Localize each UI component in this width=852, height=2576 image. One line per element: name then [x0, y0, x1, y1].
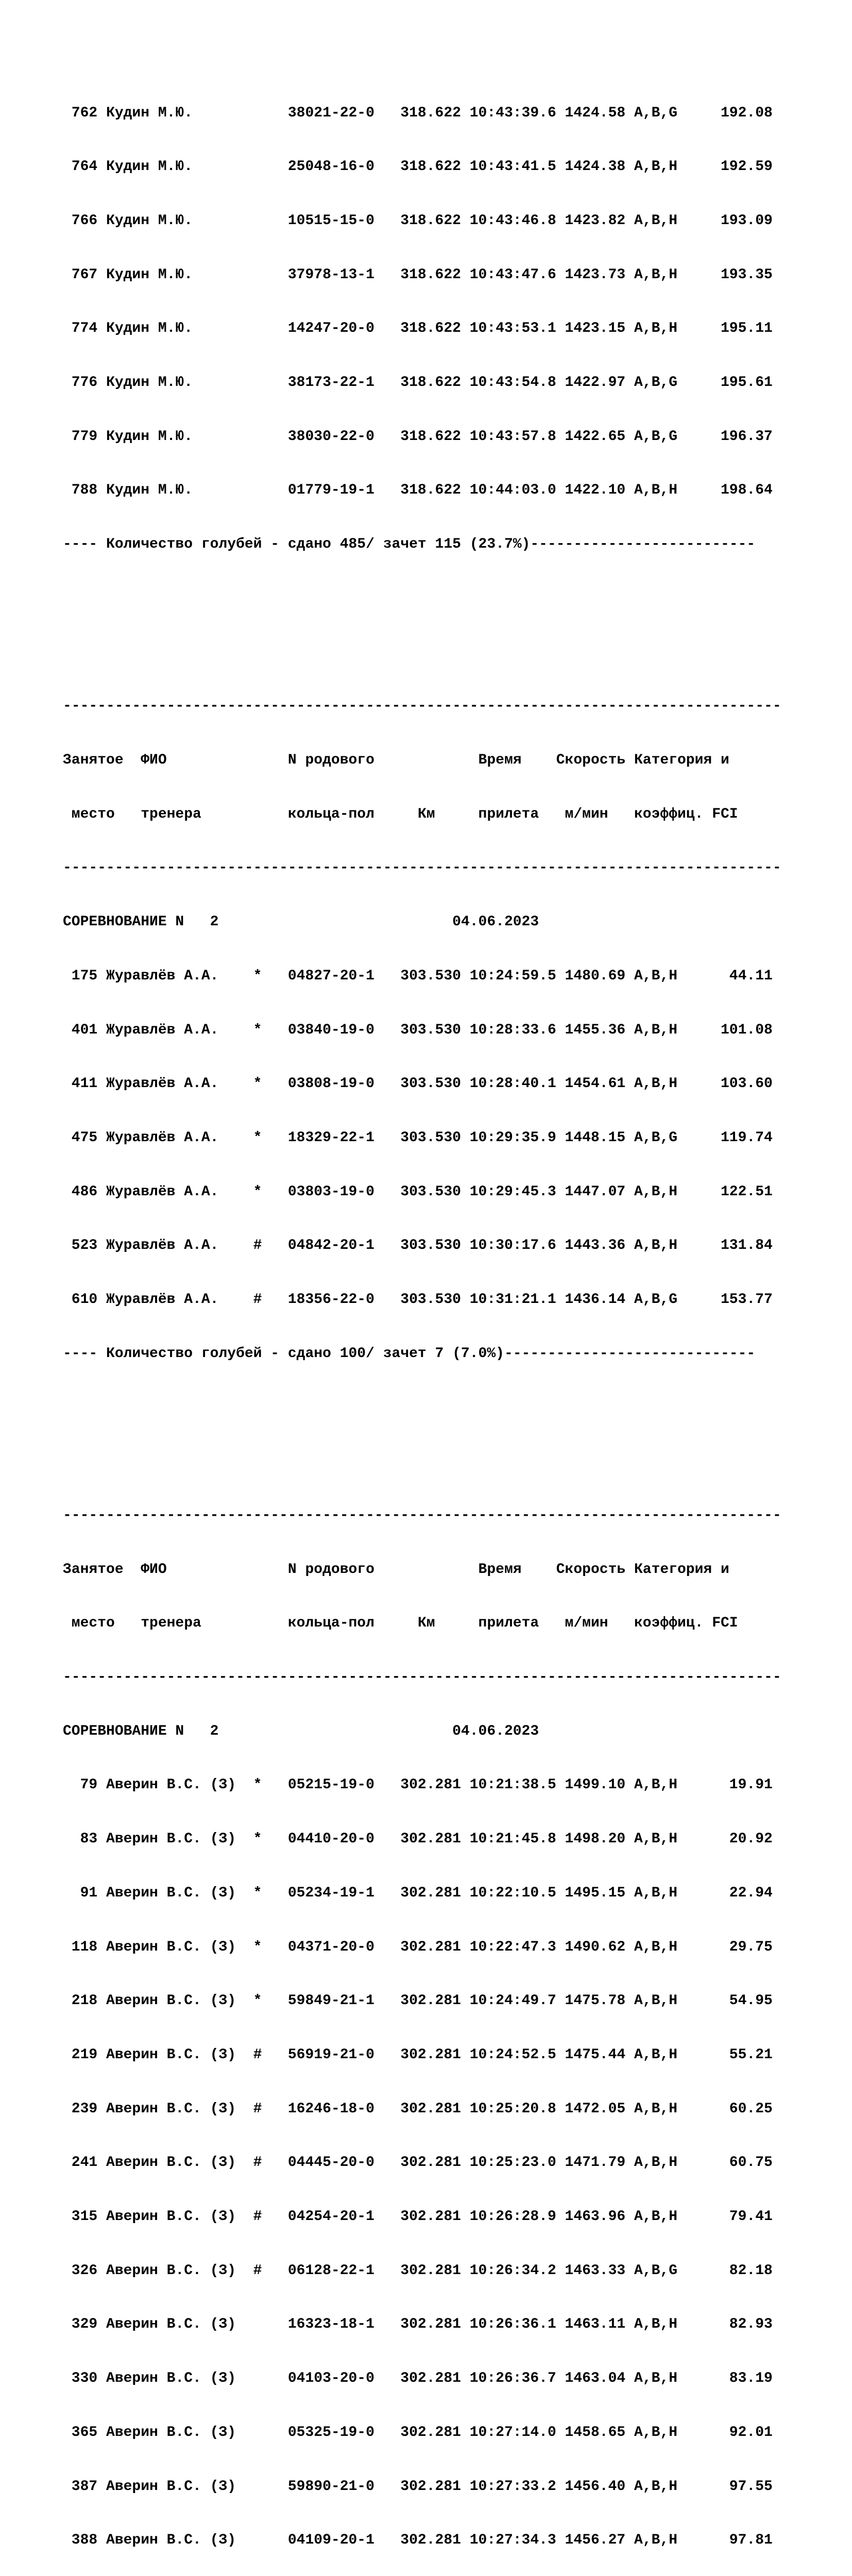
column-header-2: место тренера кольца-пол Км прилета м/мин коэффиц. FCI	[63, 806, 738, 822]
separator-line: -----------------------------------------------------------------------------------	[63, 1669, 781, 1685]
result-row: 411 Журавлёв А.А. * 03808-19-0 303.530 10:28:40.1 1454.61 A,B,H 103.60	[63, 1076, 773, 1092]
section-2	[63, 1471, 781, 2576]
result-row: 486 Журавлёв А.А. * 03803-19-0 303.530 10:29:45.3 1447.07 A,B,H 122.51	[63, 1183, 773, 1200]
section-title: СОРЕВНОВАНИЕ N 2 04.06.2023	[63, 914, 539, 930]
result-row: 388 Аверин В.С. (З) 04109-20-1 302.281 10:27:34.3 1456.27 A,B,H 97.81	[63, 2532, 773, 2549]
result-row: 365 Аверин В.С. (З) 05325-19-0 302.281 10:27:14.0 1458.65 A,B,H 92.01	[63, 2424, 773, 2441]
result-row: 329 Аверин В.С. (З) 16323-18-1 302.281 10:26:36.1 1463.11 A,B,H 82.93	[63, 2316, 773, 2333]
result-row: 175 Журавлёв А.А. * 04827-20-1 303.530 10:24:59.5 1480.69 A,B,H 44.11	[63, 968, 773, 984]
result-row: 79 Аверин В.С. (З) * 05215-19-0 302.281 10:21:38.5 1499.10 A,B,H 19.91	[63, 1777, 773, 1793]
section-title: СОРЕВНОВАНИЕ N 2 04.06.2023	[63, 1723, 539, 1739]
result-row: 401 Журавлёв А.А. * 03840-19-0 303.530 10:28:33.6 1455.36 A,B,H 101.08	[63, 1022, 773, 1038]
result-row: 330 Аверин В.С. (З) 04103-20-0 302.281 10:26:36.7 1463.04 A,B,H 83.19	[63, 2370, 773, 2387]
result-row: 774 Кудин М.Ю. 14247-20-0 318.622 10:43:53.1 1423.15 A,B,H 195.11	[63, 320, 773, 337]
result-row: 764 Кудин М.Ю. 25048-16-0 318.622 10:43:41.5 1424.38 A,B,H 192.59	[63, 159, 773, 175]
results-document	[63, 14, 781, 2576]
result-row: 219 Аверин В.С. (З) # 56919-21-0 302.281 10:24:52.5 1475.44 A,B,H 55.21	[63, 2046, 773, 2063]
section-1	[63, 662, 781, 1399]
column-header-2: место тренера кольца-пол Км прилета м/мин коэффиц. FCI	[63, 1615, 738, 1632]
result-row: 767 Кудин М.Ю. 37978-13-1 318.622 10:43:47.6 1423.73 A,B,H 193.35	[63, 266, 773, 283]
result-row: 475 Журавлёв А.А. * 18329-22-1 303.530 10:29:35.9 1448.15 A,B,G 119.74	[63, 1129, 773, 1146]
column-header-1: Занятое ФИО N родового Время Скорость Категория и	[63, 752, 729, 768]
result-row: 326 Аверин В.С. (З) # 06128-22-1 302.281 10:26:34.2 1463.33 A,B,G 82.18	[63, 2262, 773, 2279]
result-row: 387 Аверин В.С. (З) 59890-21-0 302.281 10:27:33.2 1456.40 A,B,H 97.55	[63, 2478, 773, 2495]
summary-line: ---- Количество голубей - сдано 100/ зачет 7 (7.0%)-----------------------------	[63, 1345, 756, 1362]
separator-line: -----------------------------------------------------------------------------------	[63, 698, 781, 715]
result-row: 118 Аверин В.С. (З) * 04371-20-0 302.281 10:22:47.3 1490.62 A,B,H 29.75	[63, 1939, 773, 1955]
result-row: 315 Аверин В.С. (З) # 04254-20-1 302.281 10:26:28.9 1463.96 A,B,H 79.41	[63, 2209, 773, 2225]
result-row: 779 Кудин М.Ю. 38030-22-0 318.622 10:43:57.8 1422.65 A,B,G 196.37	[63, 428, 773, 445]
separator-line: -----------------------------------------------------------------------------------	[63, 860, 781, 876]
result-row: 766 Кудин М.Ю. 10515-15-0 318.622 10:43:46.8 1423.82 A,B,H 193.09	[63, 212, 773, 229]
top-block	[63, 69, 781, 590]
result-row: 523 Журавлёв А.А. # 04842-20-1 303.530 10:30:17.6 1443.36 A,B,H 131.84	[63, 1238, 773, 1254]
summary-line: ---- Количество голубей - сдано 485/ зачет 115 (23.7%)--------------------------	[63, 536, 756, 553]
result-row: 241 Аверин В.С. (З) # 04445-20-0 302.281 10:25:23.0 1471.79 A,B,H 60.75	[63, 2155, 773, 2171]
separator-line: -----------------------------------------------------------------------------------	[63, 1507, 781, 1523]
result-row: 610 Журавлёв А.А. # 18356-22-0 303.530 10:31:21.1 1436.14 A,B,G 153.77	[63, 1292, 773, 1308]
result-row: 83 Аверин В.С. (З) * 04410-20-0 302.281 10:21:45.8 1498.20 A,B,H 20.92	[63, 1831, 773, 1848]
result-row: 776 Кудин М.Ю. 38173-22-1 318.622 10:43:54.8 1422.97 A,B,G 195.61	[63, 375, 773, 391]
result-row: 239 Аверин В.С. (З) # 16246-18-0 302.281 10:25:20.8 1472.05 A,B,H 60.25	[63, 2100, 773, 2117]
result-row: 91 Аверин В.С. (З) * 05234-19-1 302.281 10:22:10.5 1495.15 A,B,H 22.94	[63, 1885, 773, 1901]
result-row: 762 Кудин М.Ю. 38021-22-0 318.622 10:43:39.6 1424.58 A,B,G 192.08	[63, 105, 773, 121]
result-row: 218 Аверин В.С. (З) * 59849-21-1 302.281 10:24:49.7 1475.78 A,B,H 54.95	[63, 1993, 773, 2009]
result-row: 788 Кудин М.Ю. 01779-19-1 318.622 10:44:03.0 1422.10 A,B,H 198.64	[63, 482, 773, 499]
column-header-1: Занятое ФИО N родового Время Скорость Категория и	[63, 1561, 729, 1578]
